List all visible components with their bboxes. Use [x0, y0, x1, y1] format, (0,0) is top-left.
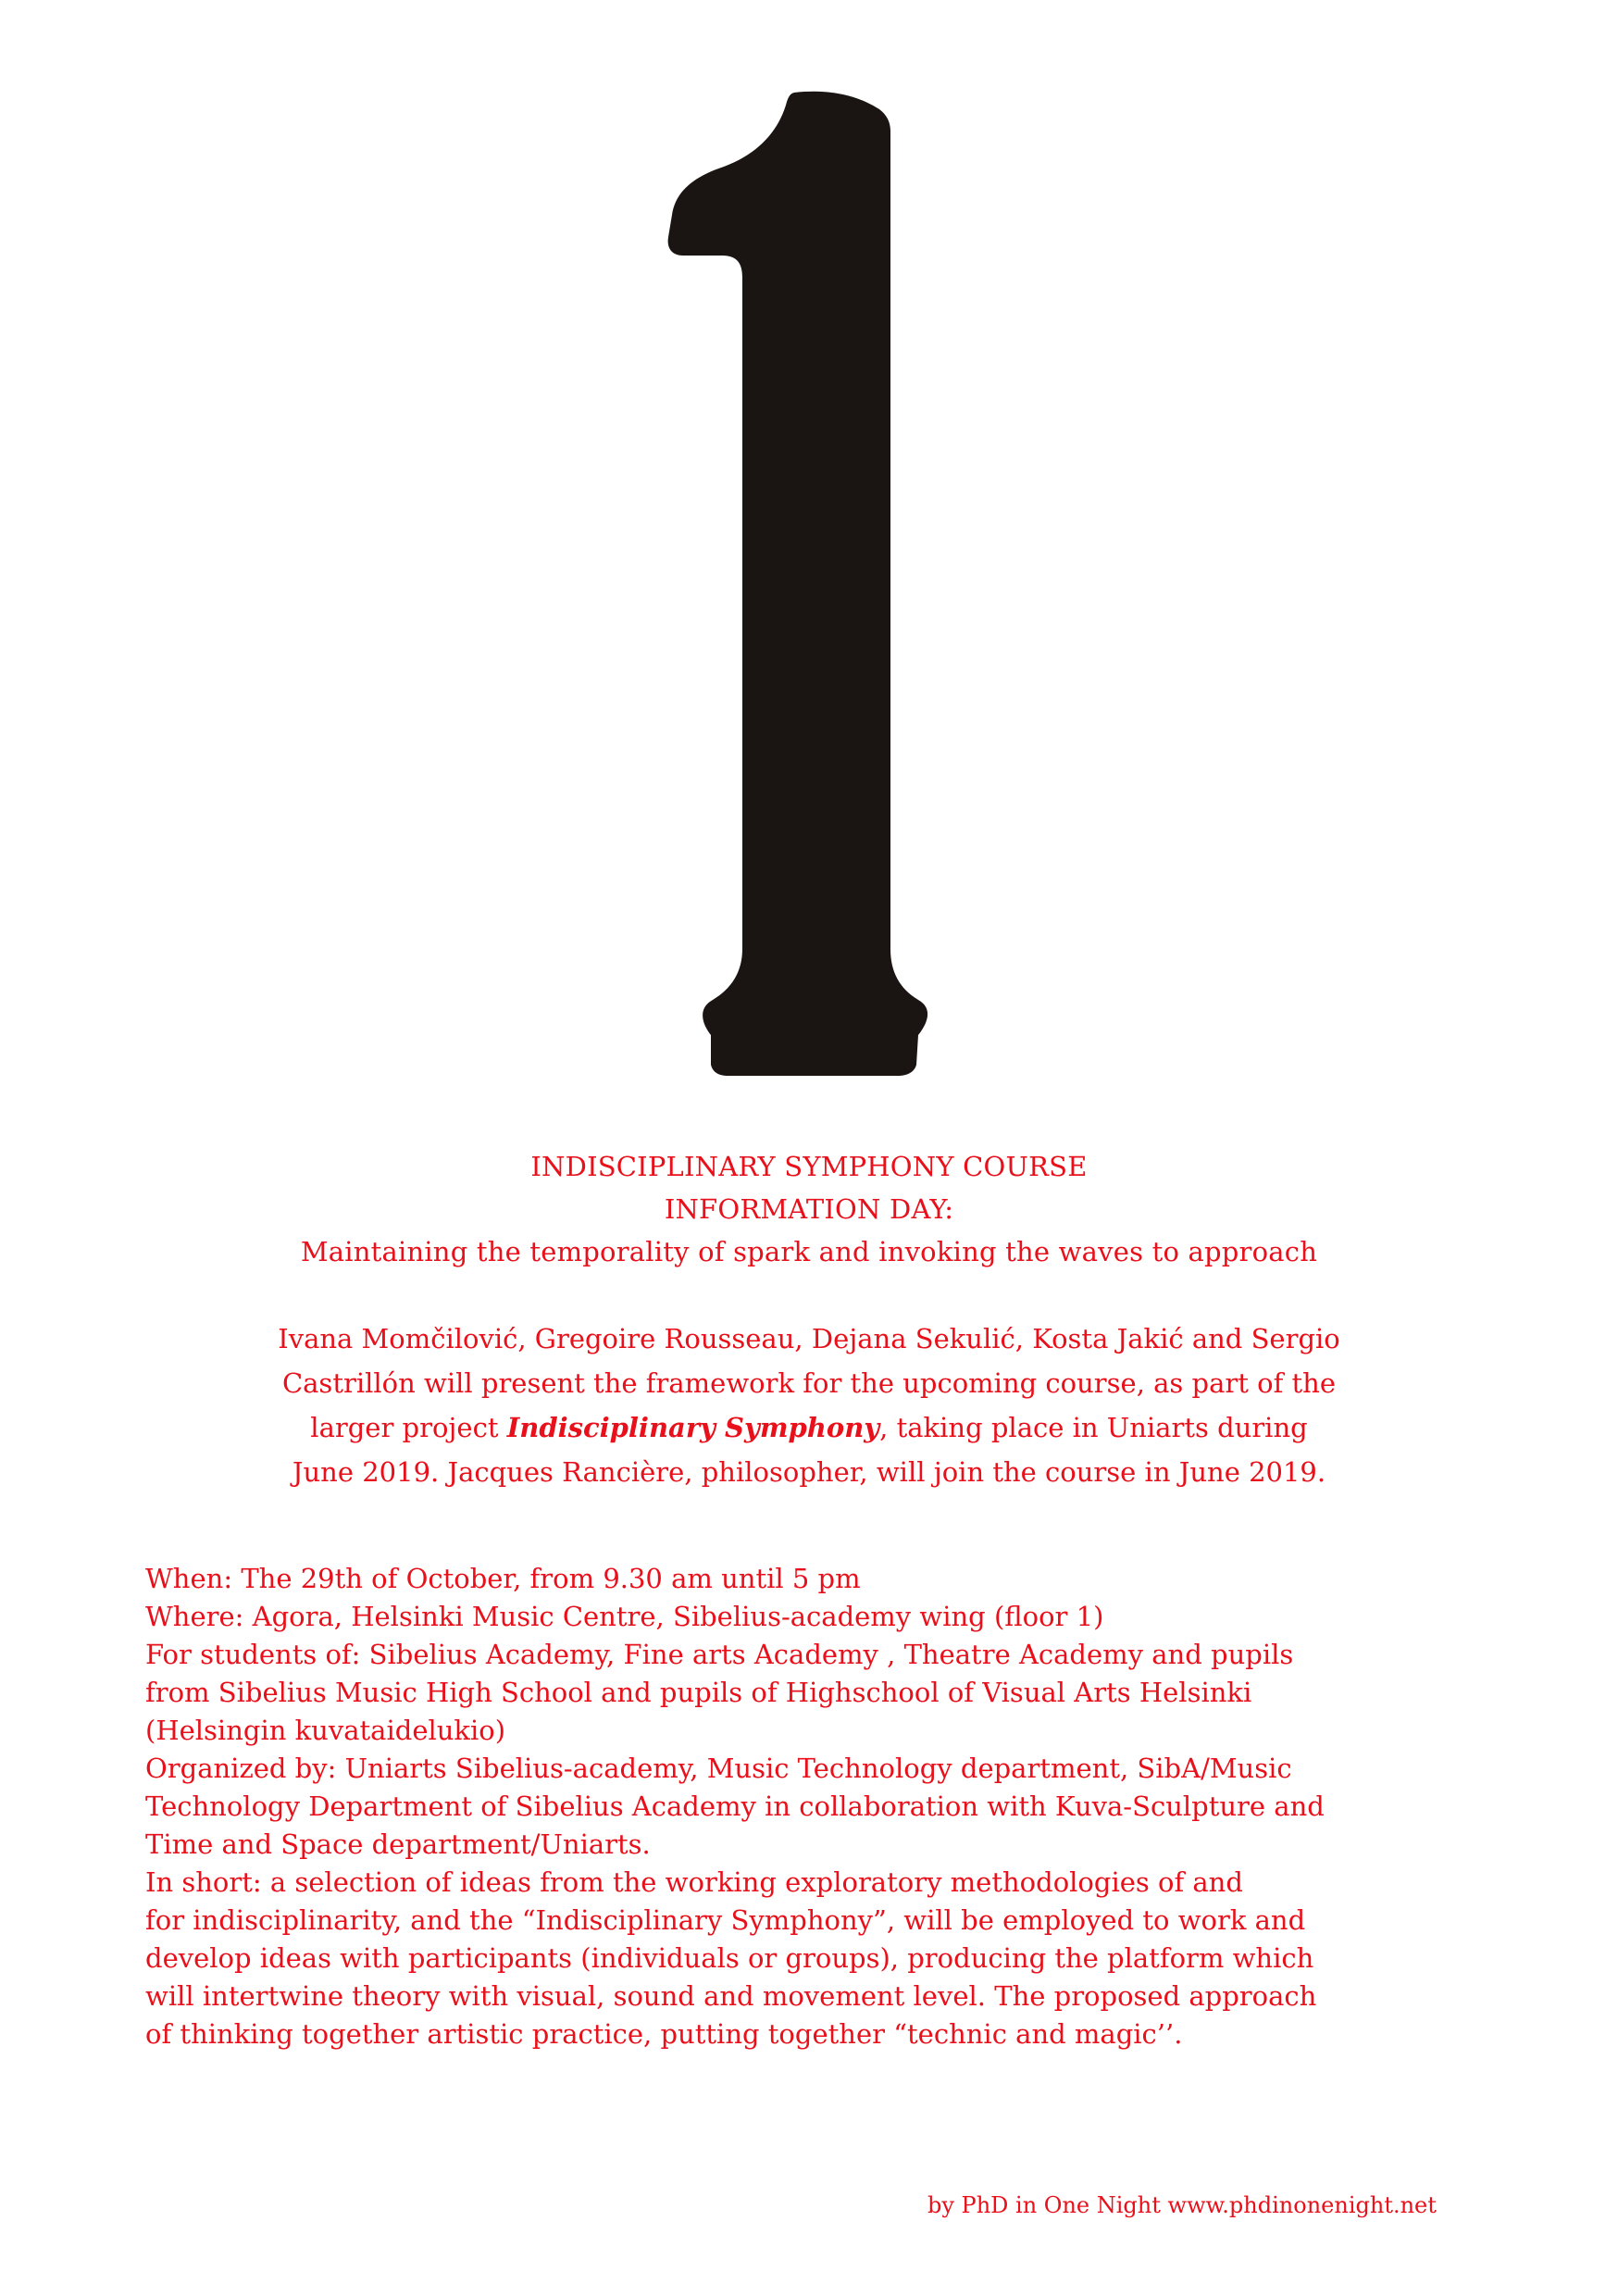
intro-paragraph: [0, 1316, 1618, 1494]
summary-line: for indisciplinarity, and the “Indisciplinary Symphony”, will be employed to work and: [145, 1904, 1306, 1936]
audience-line: from Sibelius Music High School and pupils of Highschool of Visual Arts Helsinki: [145, 1677, 1252, 1708]
summary-line: of thinking together artistic practice, putting together “technic and magic’’.: [145, 2018, 1183, 2050]
event-tagline: Maintaining the temporality of spark and invoking the waves to approach: [300, 1236, 1318, 1267]
event-subtitle: INFORMATION DAY:: [664, 1193, 954, 1225]
big-number-one-graphic: [0, 0, 1618, 1129]
event-details: [145, 1560, 1497, 2053]
project-name: Indisciplinary Symphony: [506, 1412, 880, 1443]
organizer-line: Technology Department of Sibelius Academy in collaboration with Kuva-Sculpture and: [145, 1791, 1325, 1822]
footer-credit: by PhD in One Night www.phdinonenight.net: [927, 2192, 1437, 2218]
course-title: INDISCIPLINARY SYMPHONY COURSE: [530, 1151, 1088, 1182]
intro-line: Ivana Momčilović, Gregoire Rousseau, Dejana Sekulić, Kosta Jakić and Sergio: [278, 1323, 1340, 1354]
summary-line: develop ideas with participants (individuals or groups), producing the platform which: [145, 1942, 1314, 1974]
organizer-line: Time and Space department/Uniarts.: [145, 1828, 651, 1860]
intro-line: Castrillón will present the framework for the upcoming course, as part of the: [281, 1367, 1337, 1399]
when-line: When: The 29th of October, from 9.30 am until 5 pm: [145, 1563, 861, 1594]
where-line: Where: Agora, Helsinki Music Centre, Sibelius-academy wing (floor 1): [145, 1601, 1104, 1632]
summary-line: In short: a selection of ideas from the working exploratory methodologies of and: [145, 1866, 1243, 1898]
organizer-line: Organized by: Uniarts Sibelius-academy, Music Technology department, SibA/Music: [145, 1753, 1292, 1784]
audience-line: (Helsingin kuvataidelukio): [145, 1715, 506, 1746]
intro-text: larger project: [310, 1412, 507, 1443]
numeral-one-shape: [668, 92, 927, 1076]
intro-text: , taking place in Uniarts during: [879, 1412, 1308, 1443]
summary-line: will intertwine theory with visual, sound and movement level. The proposed approach: [145, 1980, 1317, 2012]
intro-line: June 2019. Jacques Rancière, philosopher, will join the course in June 2019.: [292, 1456, 1326, 1488]
intro-line: [0, 1405, 1618, 1450]
audience-line: For students of: Sibelius Academy, Fine arts Academy , Theatre Academy and pupils: [145, 1639, 1294, 1670]
